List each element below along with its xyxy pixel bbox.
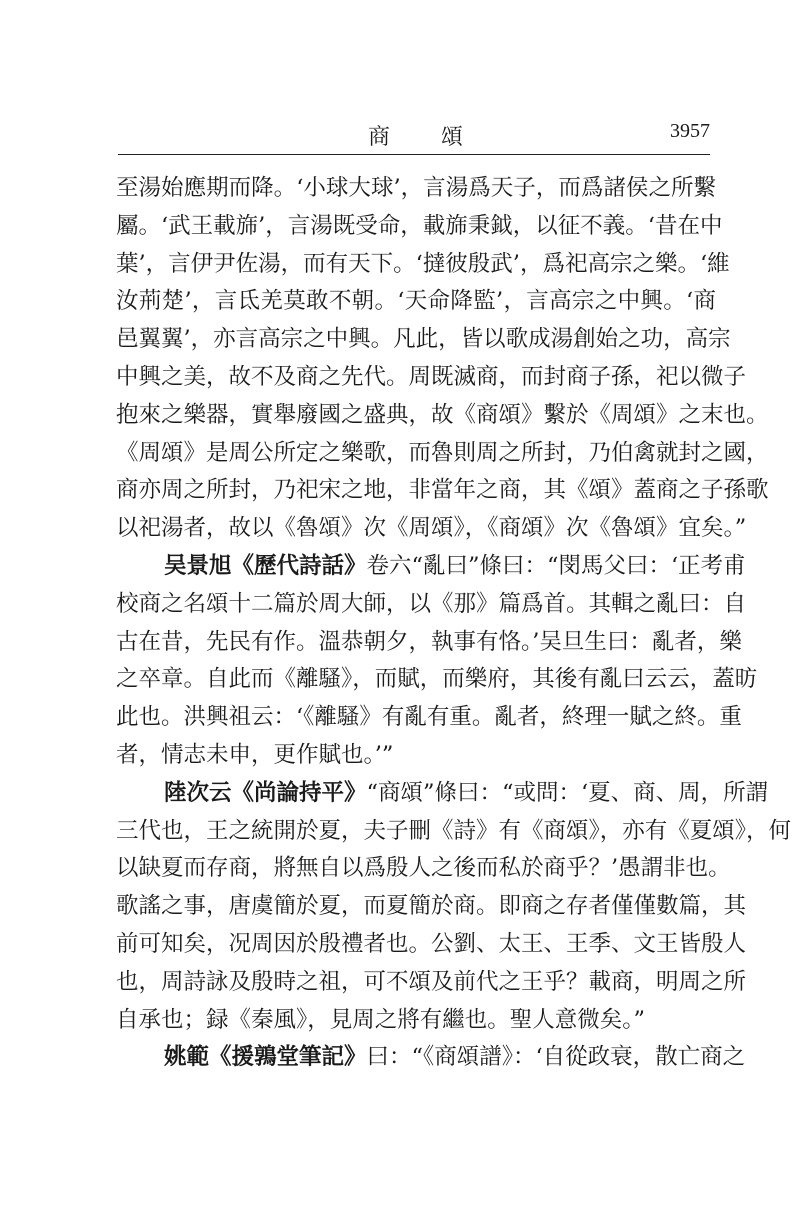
text-fragment: 曰：“《商頌譜》：‘自從政衰，散亡商之 xyxy=(366,1044,746,1071)
text-line: 中興之美，故不及商之先代。周既滅商，而封商子孫，祀以微子 xyxy=(116,363,747,390)
paragraph-yao-fan xyxy=(116,1039,746,1077)
source-citation: 吴景旭《歷代詩話》 xyxy=(164,552,367,579)
paragraph-lu-ciyun xyxy=(116,775,792,1040)
text-line: 商亦周之所封，乃祀宋之地，非當年之商，其《頌》蓋商之子孫歌 xyxy=(116,477,769,504)
text-line: 也，周詩詠及殷時之祖，可不頌及前代之王乎？載商，明周之所 xyxy=(116,968,747,995)
text-line: 邑翼翼’，亦言高宗之中興。凡此，皆以歌成湯創始之功，高宗 xyxy=(116,326,731,353)
text-line: 之卒章。自此而《離騷》，而賦，而樂府，其後有亂曰云云，蓋昉 xyxy=(116,666,758,693)
text-line: 古在昔，先民有作。溫恭朝夕，執事有恪。’吴旦生曰：亂者，樂 xyxy=(116,628,742,655)
text-line: 歌謠之事，唐虞簡於夏，而夏簡於商。即商之存者僅僅數篇，其 xyxy=(116,893,747,920)
text-line xyxy=(116,775,769,813)
text-line: 此也。洪興祖云：‘《離騷》有亂有重。亂者，終理一賦之終。重 xyxy=(116,704,742,731)
text-line: 三代也，王之統開於夏，夫子刪《詩》有《商頌》，亦有《夏頌》，何 xyxy=(116,817,792,844)
text-line xyxy=(116,1039,746,1077)
source-citation: 陸次云《尚論持平》 xyxy=(164,779,367,806)
paragraph-continuation xyxy=(116,170,769,548)
text-line: 以缺夏而存商，將無自以爲殷人之後而私於商乎？’愚謂非也。 xyxy=(116,855,731,882)
text-fragment: “商頌”條曰：“或問：‘夏、商、周，所謂 xyxy=(366,779,769,806)
text-line: 前可知矣，况周因於殷禮者也。公劉、太王、王季、文王皆殷人 xyxy=(116,930,747,957)
text-line xyxy=(116,548,746,586)
source-citation: 姚範《援鶉堂筆記》 xyxy=(164,1044,367,1071)
running-title: 商 頌 xyxy=(368,125,485,150)
text-line: 至湯始應期而降。‘小球大球’，言湯爲天子，而爲諸侯之所繫 xyxy=(116,175,716,201)
text-line: 汝荊楚’，言氐羌莫敢不朝。‘天命降監’，言高宗之中興。‘商 xyxy=(116,288,716,315)
paragraph-wu-jingxu xyxy=(116,548,758,775)
text-line: 以祀湯者，故以《魯頌》次《周頌》，《商頌》次《魯頌》宜矣。” xyxy=(116,515,747,542)
text-line: 者，情志未申，更作賦也。’” xyxy=(116,741,394,768)
page-number: 3957 xyxy=(670,120,710,142)
text-line: 自承也；録《秦風》，見周之將有繼也。聖人意微矣。” xyxy=(116,1006,646,1033)
text-line: 《周頌》是周公所定之樂歌，而魯則周之所封，乃伯禽就封之國， xyxy=(116,439,769,466)
text-line: 屬。‘武王載旆’，言湯既受命，載旆秉鉞，以征不義。‘昔在中 xyxy=(116,212,723,239)
page-body xyxy=(116,170,792,1077)
header-rule xyxy=(118,154,710,155)
text-fragment: 卷六“亂曰”條曰：“閔馬父曰：‘正考甫 xyxy=(366,552,746,579)
text-line: 校商之名頌十二篇於周大師，以《那》篇爲首。其輯之亂曰：自 xyxy=(116,590,747,617)
text-line: 葉’，言伊尹佐湯，而有天下。‘撻彼殷武’，爲祀高宗之樂。‘維 xyxy=(116,250,730,277)
running-header xyxy=(118,120,710,150)
text-line: 抱來之樂器，實舉廢國之盛典，故《商頌》繫於《周頌》之末也。 xyxy=(116,401,769,428)
